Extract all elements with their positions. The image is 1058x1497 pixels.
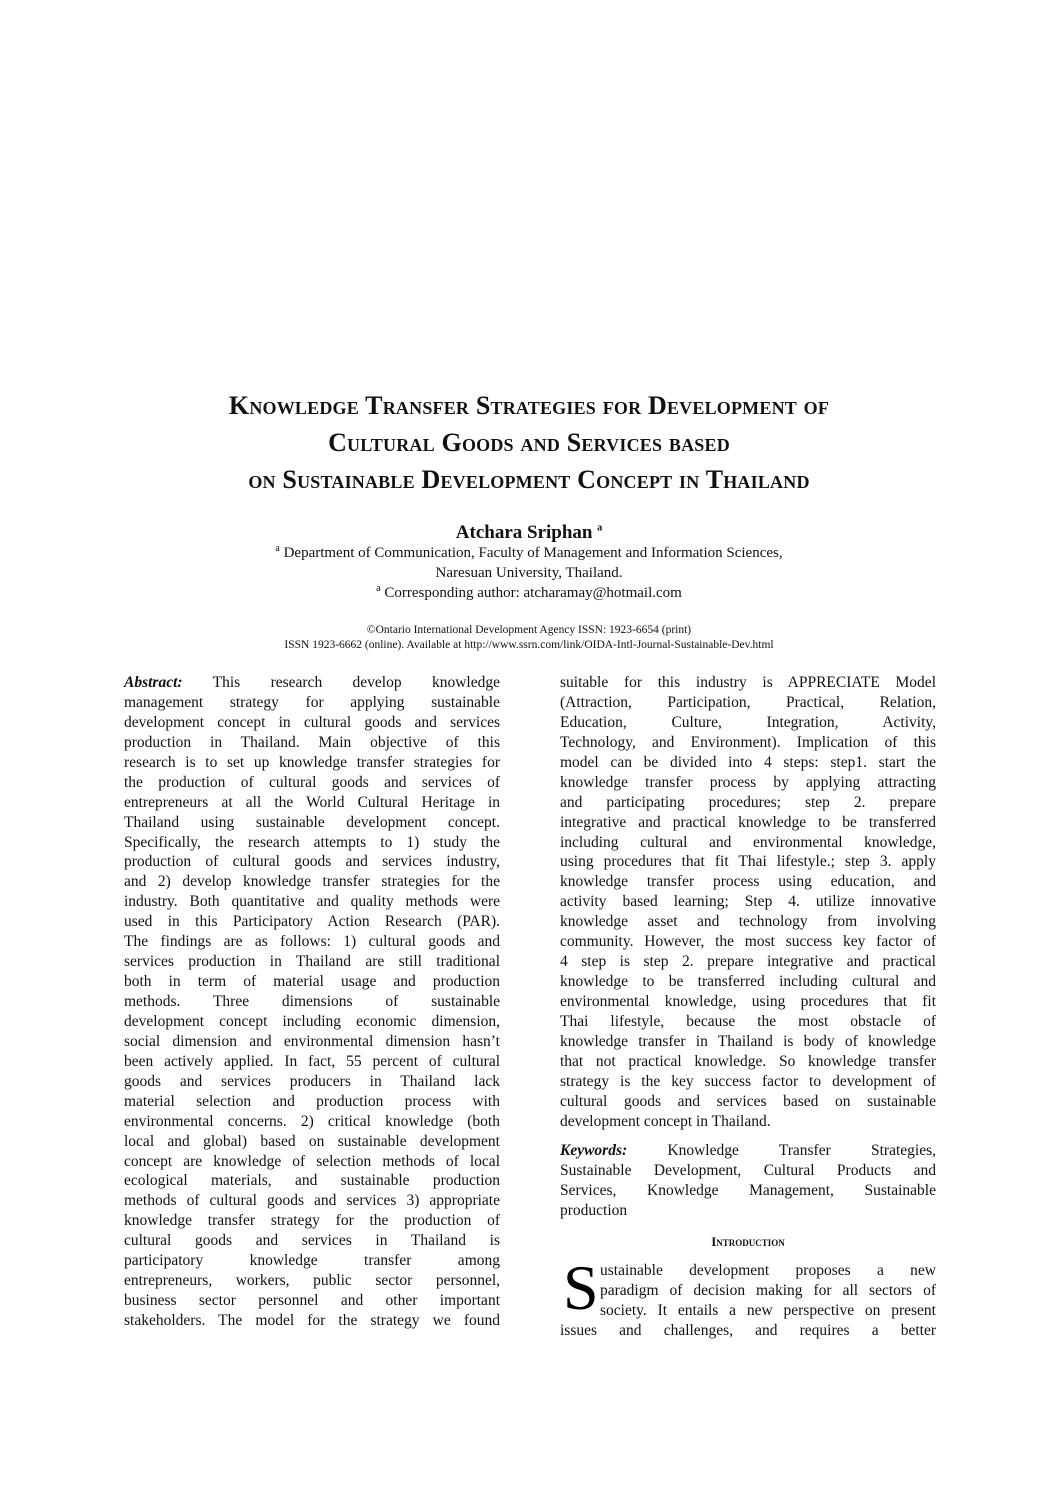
abstract-line: social dimension and environmental dimension hasn’t bbox=[124, 1032, 500, 1050]
abstract-label: Abstract: bbox=[124, 674, 183, 691]
abstract-line: industry. Both quantitative and quality methods were bbox=[124, 893, 500, 911]
affiliation-mark: a bbox=[275, 543, 280, 554]
abstract-line: that not practical knowledge. So knowledge transfer bbox=[560, 1052, 936, 1070]
abstract-line: model can be divided into 4 steps: step1. start the bbox=[560, 753, 936, 771]
abstract-line: entrepreneurs at all the World Cultural Heritage in bbox=[124, 793, 500, 811]
affiliation-line-1 bbox=[0, 543, 1058, 563]
introduction-heading: Introduction bbox=[711, 1234, 785, 1249]
keywords-line: Services, Knowledge Management, Sustainable bbox=[560, 1181, 936, 1199]
keywords-line: Sustainable Development, Cultural Products and bbox=[560, 1161, 936, 1179]
abstract-line: 4 step is step 2. prepare integrative and practical bbox=[560, 953, 936, 971]
abstract-line: methods of cultural goods and services 3) appropriate bbox=[124, 1192, 500, 1210]
abstract-line: business sector personnel and other important bbox=[124, 1292, 500, 1310]
abstract-line: been actively applied. In fact, 55 percent of cultural bbox=[124, 1052, 500, 1070]
abstract-line: used in this Participatory Action Research (PAR). bbox=[124, 913, 500, 931]
abstract-line: Thailand using sustainable development concept. bbox=[124, 813, 500, 831]
abstract-line: concept are knowledge of selection methods of local bbox=[124, 1152, 500, 1170]
abstract-line: research is to set up knowledge transfer strategies for bbox=[124, 753, 500, 771]
abstract-line: environmental knowledge, using procedures that fit bbox=[560, 993, 936, 1010]
paper-title bbox=[80, 387, 978, 498]
abstract-line: knowledge transfer strategy for the production of bbox=[124, 1212, 500, 1230]
publication-line-1: ©Ontario International Development Agency ISSN: 1923-6654 (print) bbox=[366, 624, 692, 636]
abstract-line: and participating procedures; step 2. prepare bbox=[560, 793, 936, 811]
abstract-line: and 2) develop knowledge transfer strategies for the bbox=[124, 873, 500, 891]
introduction-dropcap: S bbox=[563, 1252, 599, 1323]
abstract-line: stakeholders. The model for the strategy we found bbox=[124, 1312, 500, 1329]
abstract-line: goods and services producers in Thailand lack bbox=[124, 1072, 500, 1090]
abstract-line: Specifically, the research attempts to 1) study the bbox=[124, 833, 500, 851]
affiliation-text-1: Department of Communication, Faculty of Management and Information Sciences, bbox=[283, 545, 783, 561]
abstract-line: knowledge transfer process by applying attracting bbox=[560, 773, 936, 791]
abstract-line: environmental concerns. 2) critical knowledge (both bbox=[124, 1112, 500, 1130]
abstract-line: development concept including economic dimension, bbox=[124, 1012, 500, 1030]
abstract-line: participatory knowledge transfer among bbox=[124, 1252, 500, 1270]
abstract-line: both in term of material usage and production bbox=[124, 973, 500, 991]
abstract-line: knowledge transfer process using education, and bbox=[560, 873, 936, 891]
introduction-text bbox=[560, 1261, 936, 1341]
abstract-line: using procedures that fit Thai lifestyle.; step 3. apply bbox=[560, 853, 936, 871]
abstract-line: material selection and production process with bbox=[124, 1092, 500, 1110]
introduction-line: society. It entails a new perspective on present bbox=[600, 1301, 936, 1319]
abstract-line: knowledge transfer in Thailand is body of knowledge bbox=[560, 1032, 936, 1050]
abstract-line: services production in Thailand are still traditional bbox=[124, 953, 500, 971]
abstract-line: production of cultural goods and services industry, bbox=[124, 853, 500, 871]
keywords-line: Keywords: Knowledge Transfer Strategies, bbox=[560, 1142, 936, 1159]
abstract-right-column bbox=[560, 673, 936, 1132]
abstract-line: cultural goods and services in Thailand is bbox=[124, 1232, 500, 1250]
affiliation-line-3 bbox=[0, 583, 1058, 603]
abstract-line: entrepreneurs, workers, public sector personnel, bbox=[124, 1272, 500, 1290]
abstract-line: knowledge to be transferred including cultural and bbox=[560, 973, 936, 991]
publication-line-2: ISSN 1923-6662 (online). Available at http://www.ssrn.com/link/OIDA-Intl-Journal-Sustainable-Dev.html bbox=[284, 639, 774, 651]
abstract-line: Education, Culture, Integration, Activity, bbox=[560, 713, 936, 731]
introduction-line: issues and challenges, and requires a better bbox=[560, 1321, 936, 1339]
author bbox=[0, 522, 1058, 544]
author-mark: a bbox=[597, 522, 603, 534]
title-line-1: Knowledge Transfer Strategies for Development of bbox=[228, 391, 830, 420]
abstract-line: suitable for this industry is APPRECIATE Model bbox=[560, 674, 936, 691]
abstract-line: community. However, the most success key factor of bbox=[560, 933, 936, 951]
introduction-line: ustainable development proposes a new bbox=[600, 1262, 936, 1279]
abstract-left-column bbox=[124, 673, 500, 1331]
corresponding-author: Corresponding author: atcharamay@hotmail.com bbox=[384, 585, 682, 601]
abstract-line: Technology, and Environment). Implication of this bbox=[560, 733, 936, 751]
abstract-line: methods. Three dimensions of sustainable bbox=[124, 993, 500, 1010]
keywords-block bbox=[560, 1141, 936, 1221]
title-line-3: on Sustainable Development Concept in Thailand bbox=[248, 465, 810, 494]
abstract-line: development concept in Thailand. bbox=[560, 1112, 771, 1130]
keywords-label: Keywords: bbox=[560, 1142, 628, 1159]
abstract-line: cultural goods and services based on sustainable bbox=[560, 1092, 936, 1110]
author-name: Atchara Sriphan bbox=[455, 522, 593, 543]
abstract-line: including cultural and environmental knowledge, bbox=[560, 833, 936, 851]
abstract-line: Thai lifestyle, because the most obstacle of bbox=[560, 1012, 936, 1030]
abstract-line: local and global) based on sustainable development bbox=[124, 1132, 500, 1150]
corresponding-mark: a bbox=[376, 583, 381, 594]
abstract-line: management strategy for applying sustainable bbox=[124, 693, 500, 711]
abstract-line: strategy is the key success factor to development of bbox=[560, 1072, 936, 1090]
abstract-line: Abstract: This research develop knowledge bbox=[124, 674, 500, 691]
abstract-line: activity based learning; Step 4. utilize innovative bbox=[560, 893, 936, 911]
abstract-line: knowledge asset and technology from involving bbox=[560, 913, 936, 931]
introduction-line: paradigm of decision making for all sectors of bbox=[600, 1281, 936, 1299]
affiliation-line-2: Naresuan University, Thailand. bbox=[435, 565, 623, 581]
abstract-line: ecological materials, and sustainable production bbox=[124, 1172, 500, 1190]
keywords-line: production bbox=[560, 1201, 628, 1219]
title-line-2: Cultural Goods and Services based bbox=[328, 428, 730, 457]
abstract-line: development concept in cultural goods and services bbox=[124, 713, 500, 731]
abstract-line: production in Thailand. Main objective of this bbox=[124, 733, 500, 751]
abstract-line: (Attraction, Participation, Practical, Relation, bbox=[560, 693, 936, 711]
abstract-line: The findings are as follows: 1) cultural goods and bbox=[124, 933, 500, 951]
abstract-line: integrative and practical knowledge to be transferred bbox=[560, 813, 936, 831]
abstract-line: the production of cultural goods and services of bbox=[124, 773, 500, 791]
